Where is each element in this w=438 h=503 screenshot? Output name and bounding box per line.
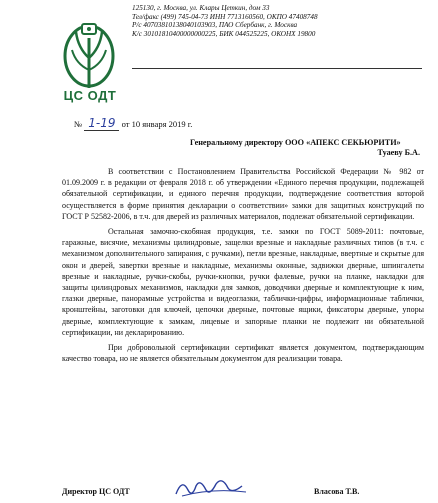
letterhead-address: 125130, г. Москва, ул. Клары Цеткин, дом 33 bbox=[132, 4, 270, 12]
addressee-name: Туаеву Б.А. bbox=[377, 148, 420, 157]
logo-text: ЦС ОДТ bbox=[63, 88, 117, 103]
handwritten-signature bbox=[172, 476, 252, 500]
addressee-title: Генеральному директору ООО «АПЕКС СЕКЬЮРИТИ» bbox=[190, 138, 401, 147]
reference-date: от 10 января 2019 г. bbox=[121, 119, 193, 129]
letter-body bbox=[62, 166, 424, 368]
letterhead-divider bbox=[132, 68, 422, 69]
letterhead-corr-account: К/с 30101810400000000225, БИК 044525225, ОКОНХ 19800 bbox=[132, 29, 316, 38]
paragraph-2: Остальная замочно-скобяная продукция, т.е. замки по ГОСТ 5089-2011: почтовые, гаражные, висячие, механизмы цилиндровые, защелки врезные и накладные различных типов (в т.ч. с механизмом дополнительного запирания, с ручками), петли врезные, накладные, ввертные и скрытые для окон и дверей, завертки врезные и накладные, механизмы оконные, задвижки дверные, шпингалеты врезные и накладные, ручки-скобы, ручки-кнопки, ручки фалевые, ручки на планке, накладки для защиты цилиндровых механизмов, накладки для замков, доводчики дверные и комплектующие к ним, глазки дверные, панорамные устройства и видеоглазки, таблички-цифры, информационные таблички, кронштейны, заготовки для ключей, цепочки дверные, почтовые ящики, фиксаторы дверные, упоры дверные, комплектующие к замкам, лицевые и запорные планки не подлежит ни обязательной сертификации, ни декларированию. bbox=[62, 227, 424, 337]
reference-line bbox=[74, 116, 192, 130]
letterhead-info bbox=[132, 4, 318, 38]
reference-number: 1-19 bbox=[84, 116, 119, 131]
signer-name: Власова Т.В. bbox=[314, 487, 360, 496]
paragraph-3: При добровольной сертификации сертификат является документом, подтверждающим качество товара, но не является обязательным документом для реализации товара. bbox=[62, 343, 424, 364]
signer-title: Директор ЦС ОДТ bbox=[62, 487, 130, 496]
reference-prefix: № bbox=[74, 119, 83, 129]
paragraph-1: В соответствии с Постановлением Правительства Российской Федерации № 982 от 01.09.2009 г. в редакции от февраля 2018 г. об утверждении «Единого перечня продукции, подлежащей обязательной сертификации, и единого перечня продукции, подтверждение соответствия которой осуществляется в форме принятия декларации о соответствии» замки для защитных конструкций по ГОСТ Р 52582-2006, в т.ч. для дверей из различных материалов, подлежат обязательной сертификации. bbox=[62, 167, 424, 221]
letterhead-bank-account: Р/с 40703810138040103903, ПАО Сбербанк, г. Москва bbox=[132, 21, 298, 30]
letterhead-phone: Тел/факс (499) 745-04-73 ИНН 7713160560, ОКПО 47408748 bbox=[132, 12, 318, 21]
addressee-block bbox=[190, 138, 420, 158]
